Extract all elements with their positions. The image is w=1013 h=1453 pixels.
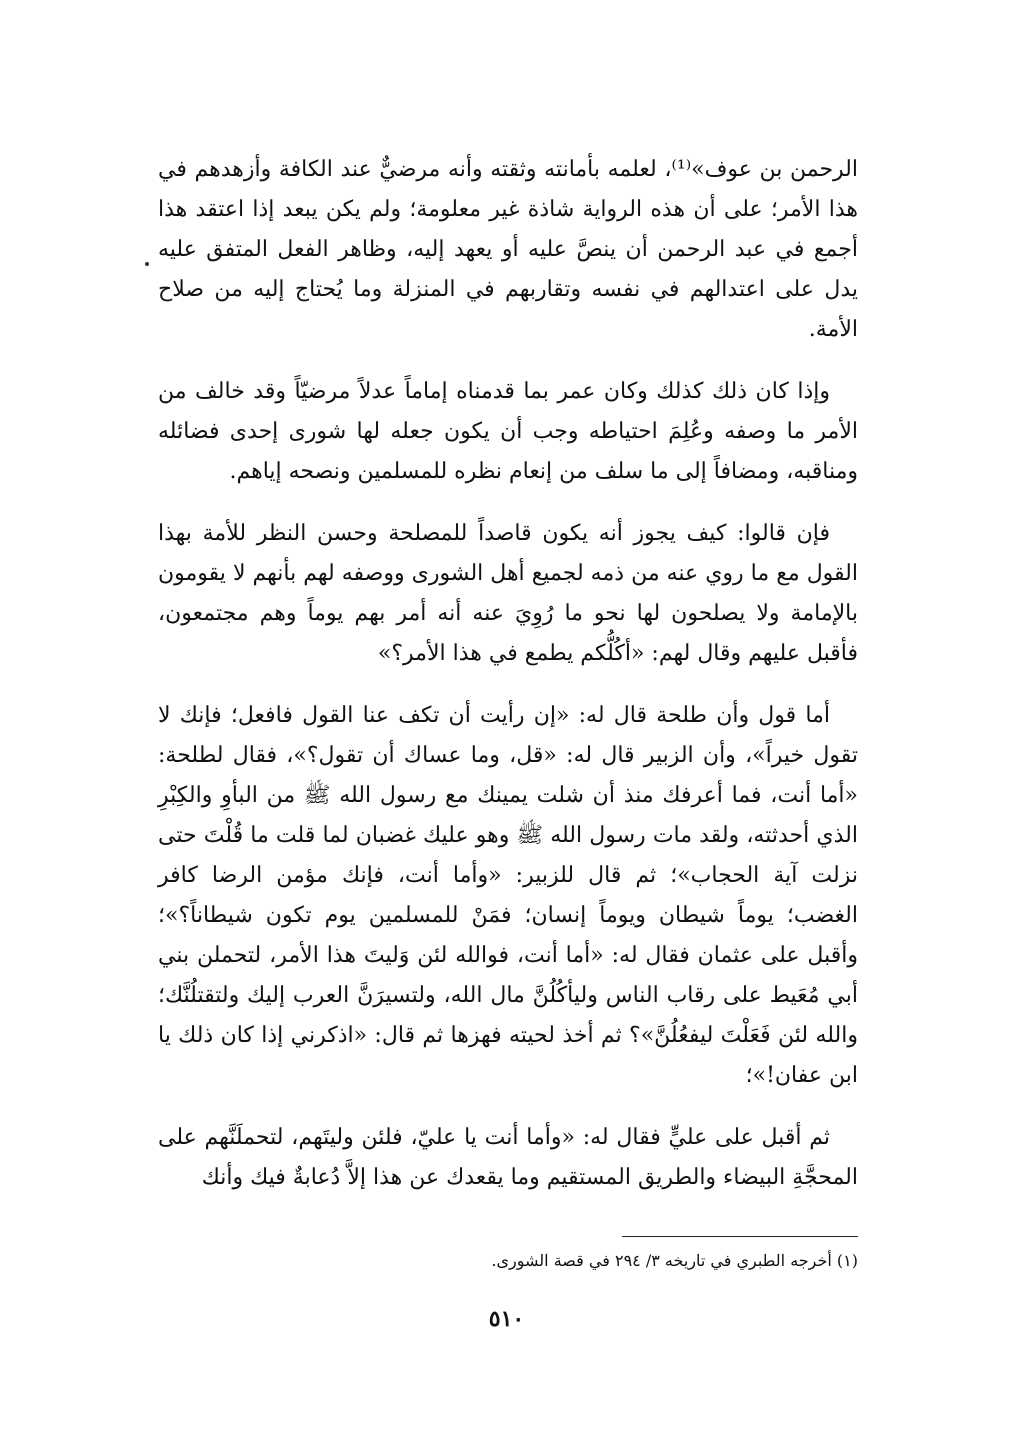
paragraph-2: وإذا كان ذلك كذلك وكان عمر بما قدمناه إماماً عدلاً مرضيّاً وقد خالف من الأمر ما وصفه وعُلِمَ احتياطه وجب أن يكون جعله لها شورى إحدى فضائله ومناقبه، ومضافاً إلى ما سلف من إنعام نظره للمسلمين ونصحه إياهم.: [158, 379, 858, 484]
paragraph-3: فإن قالوا: كيف يجوز أنه يكون قاصداً للمصلحة وحسن النظر للأمة بهذا القول مع ما روي عنه من ذمه لجميع أهل الشورى ووصفه لهم بأنهم لا يقومون بالإمامة ولا يصلحون لها نحو ما رُوِيَ عنه أنه أمر بهم يوماً وهم مجتمعون، فأقبل عليهم وقال لهم: «أكُلُّكم يطمع في هذا الأمر؟»: [158, 521, 858, 666]
footnote: (١) أخرجه الطبري في تاريخه ٣/ ٢٩٤ في قصة الشورى.: [491, 1251, 858, 1270]
footnote-separator: [622, 1236, 858, 1237]
paragraph-1: الرحمن بن عوف»⁽¹⁾، لعلمه بأمانته وثقته وأنه مرضيٌّ عند الكافة وأزهدهم في هذا الأمر؛ على أن هذه الرواية شاذة غير معلومة؛ ولم يكن يبعد إذا اعتقد هذا أجمع في عبد الرحمن أن ينصَّ عليه أو يعهد إليه، وظاهر الفعل المتفق عليه يدل على اعتدالهم في نفسه وتقاربهم في المنزلة وما يُحتاج إليه من صلاح الأمة.: [158, 157, 858, 342]
paragraph-5: ثم أقبل على عليٍّ فقال له: «وأما أنت يا عليّ، فلئن وليتَهم، لتحملَنَّهم على المحجَّةِ البيضاء والطريق المستقيم وما يقعدك عن هذا إلاَّ دُعابةٌ فيك وأنك: [158, 1125, 858, 1190]
page-body: [158, 150, 858, 1212]
page-number: ٥١٠: [488, 1306, 525, 1332]
paragraph-4: أما قول وأن طلحة قال له: «إن رأيت أن تكف عنا القول فافعل؛ فإنك لا تقول خيراً»، وأن الزبير قال له: «قل، وما عساك أن تقول؟»، فقال لطلحة: «أما أنت، فما أعرفك منذ أن شلت يمينك مع رسول الله ﷺ من البأوِ والكِبْرِ الذي أحدثته، ولقد مات رسول الله ﷺ وهو عليك غضبان لما قلت ما قُلْتَ حتى نزلت آية الحجاب»؛ ثم قال للزبير: «وأما أنت، فإنك مؤمن الرضا كافر الغضب؛ يوماً شيطان ويوماً إنسان؛ فمَنْ للمسلمين يوم تكون شيطاناً؟»؛ وأقبل على عثمان فقال له: «أما أنت، فوالله لئن وَليتَ هذا الأمر، لتحملن بني أبي مُعَيط على رقاب الناس وليأكُلُنَّ مال الله، ولتسيرَنَّ العرب إليك ولتقتلُنَّك؛ والله لئن فَعَلْتَ ليفعُلُنَّ»؟ ثم أخذ لحيته فهزها ثم قال: «اذكرني إذا كان ذلك يا ابن عفان!»؛: [158, 703, 858, 1088]
margin-dot: [145, 262, 149, 266]
